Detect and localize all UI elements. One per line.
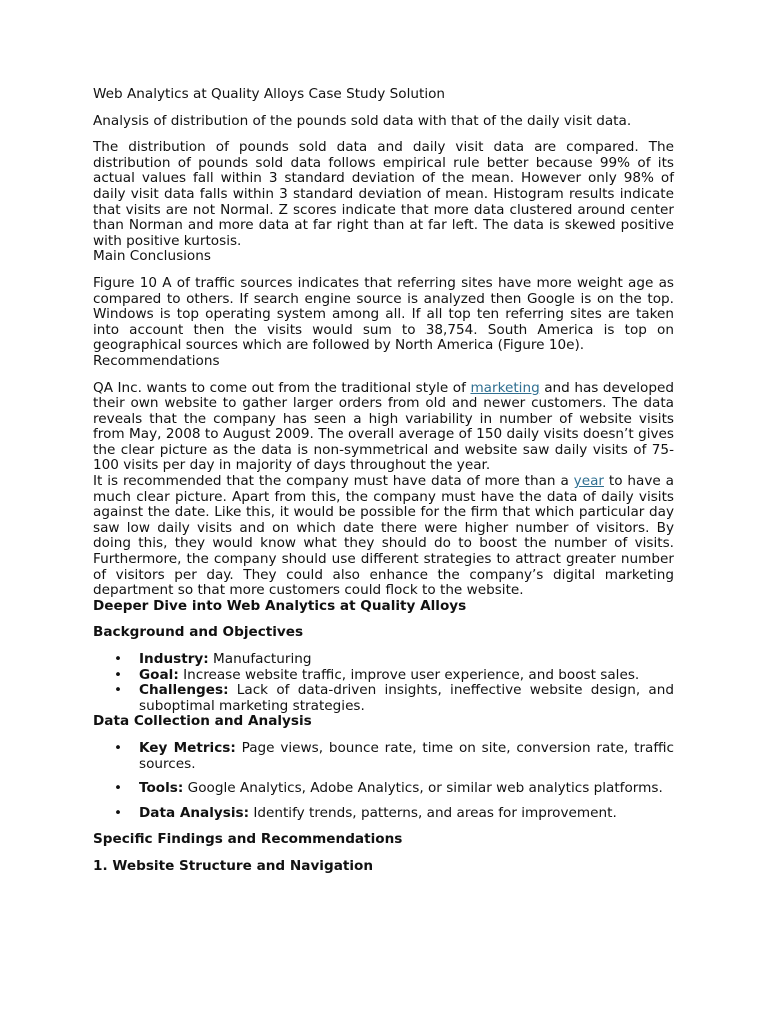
document-subtitle: Analysis of distribution of the pounds sold data with that of the daily visit data. (93, 112, 632, 129)
year-link[interactable]: year (573, 473, 604, 490)
list-item-label: Goal: (139, 666, 179, 683)
paragraph-text: to have a much clear picture. Apart from this, the company must have the data of daily visits against the date. Like this, it would be possible for the firm that which particular day saw low daily visits and on which date there were higher number of visitors. By doing this, they would know what they should do to boost the number of visits. Furthermore, the company should use different strategies to attract greater number of visitors per day. They could also enhance the company’s digital marketing department so that more customers could flock to the website. (93, 473, 675, 599)
list-item-text: Lack of data-driven insights, ineffective website design, and suboptimal marketing strategies. (139, 682, 674, 714)
paragraph-recommended (93, 474, 674, 599)
heading-deeper-dive: Deeper Dive into Web Analytics at Quality Alloys (93, 597, 467, 614)
list-item (93, 652, 674, 668)
heading-data-collection: Data Collection and Analysis (93, 713, 312, 730)
list-item-label: Tools: (139, 780, 184, 797)
data-list (93, 741, 674, 821)
list-item-label: Data Analysis: (139, 804, 250, 821)
list-item-label: Industry: (139, 651, 209, 667)
list-item (93, 668, 674, 684)
list-item (93, 781, 674, 797)
list-item (93, 683, 674, 714)
document-title: Web Analytics at Quality Alloys Case Study Solution (93, 86, 446, 102)
paragraph-traffic-sources: Figure 10 A of traffic sources indicates that referring sites have more weight age as compared to others. If search engine source is analyzed then Google is on the top. Windows is top operating system among all. If all top ten referring sites are taken into account then the visits would sum to 38,754. South America is top on geographical sources which are followed by North America (Figure 10e). (93, 274, 674, 354)
list-item-text: Increase website traffic, improve user experience, and boost sales. (178, 666, 640, 683)
list-item-label: Key Metrics: (139, 739, 236, 756)
paragraph-text: and has developed their own website to gather larger orders from old and newer customers. The data reveals that the company has seen a high variability in number of website visits from May, 2008 to August 2009. The overall average of 150 daily visits doesn’t gives the clear picture as the data is non-symmetrical and website saw daily visits of 75-100 visits per day in majority of days throughout the year. (93, 379, 674, 474)
list-item-text: Manufacturing (208, 651, 312, 667)
list-item-label: Challenges: (139, 682, 229, 699)
marketing-link[interactable]: marketing (470, 379, 540, 396)
list-item-text: Identify trends, patterns, and areas for improvement. (249, 804, 617, 821)
list-item (93, 806, 674, 822)
paragraph-text: QA Inc. wants to come out from the traditional style of (93, 379, 471, 396)
heading-recommendations: Recommendations (93, 352, 220, 369)
heading-main-conclusions: Main Conclusions (93, 248, 211, 265)
list-item-text: Google Analytics, Adobe Analytics, or similar web analytics platforms. (183, 780, 663, 797)
heading-website-structure: 1. Website Structure and Navigation (93, 857, 374, 874)
background-list (93, 652, 674, 714)
paragraph-distribution: The distribution of pounds sold data and daily visit data are compared. The distribution of pounds sold data follows empirical rule better because 99% of its actual values fall within 3 standard deviation of the mean. However only 98% of daily visit data falls within 3 standard deviation of mean. Histogram results indicate that visits are not Normal. Z scores indicate that more data clustered around center than Norman and more data at far right than at far left. The data is skewed positive with positive kurtosis. (93, 139, 674, 249)
list-item-text: Page views, bounce rate, time on site, conversion rate, traffic sources. (139, 739, 674, 772)
heading-findings: Specific Findings and Recommendations (93, 831, 403, 848)
paragraph-qa-inc (93, 381, 674, 475)
heading-background-objectives: Background and Objectives (93, 624, 304, 641)
list-item (93, 741, 674, 772)
paragraph-text: It is recommended that the company must have data of more than a (93, 473, 574, 490)
